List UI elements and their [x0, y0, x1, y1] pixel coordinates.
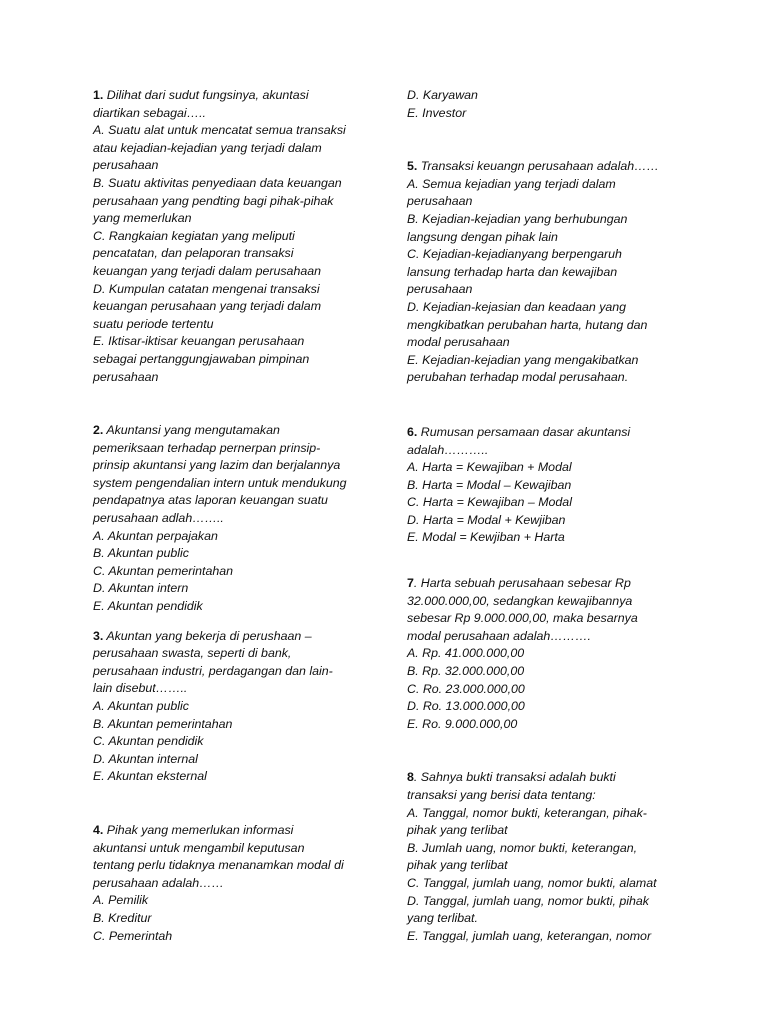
- question-block: [407, 575, 682, 733]
- text-line: atau kejadian-kejadian yang terjadi dalam: [93, 140, 322, 155]
- answer-option: B. Kreditur: [93, 910, 152, 925]
- text-line: keuangan yang terjadi dalam perusahaan: [93, 263, 322, 278]
- answer-option: C. Pemerintah: [93, 928, 173, 943]
- question-number: 7: [407, 576, 414, 591]
- text-line: sebesar Rp 9.000.000,00, maka besarnya: [407, 611, 638, 626]
- text-line: lansung terhadap harta dan kewajiban: [407, 264, 618, 279]
- text-line: pendapatnya atas laporan keuangan suatu: [93, 493, 328, 508]
- answer-option: E. Investor: [407, 105, 467, 120]
- text-line: adalah………..: [407, 442, 489, 457]
- answer-option: C. Kejadian-kejadianyang berpengaruh: [407, 247, 622, 262]
- answer-option: D. Karyawan: [407, 88, 478, 102]
- answer-option: C. Ro. 23.000.000,00: [407, 681, 525, 696]
- question-text: [407, 158, 682, 176]
- answer-option: B. Rp. 32.000.000,00: [407, 664, 525, 679]
- text-line: perusahaan: [93, 158, 159, 173]
- answer-option: C. Rangkaian kegiatan yang meliputi: [93, 228, 295, 243]
- text-line: perubahan terhadap modal perusahaan.: [407, 370, 629, 385]
- right-column: [407, 87, 682, 945]
- answer-option: D. Akuntan intern: [93, 581, 189, 596]
- question-block: [407, 769, 682, 945]
- answer-option: A. Pemilik: [93, 893, 149, 908]
- text-line: perusahaan adlah……..: [93, 511, 224, 526]
- question-number: 2.: [93, 423, 104, 438]
- text-line: pihak yang terlibat: [407, 823, 508, 838]
- text-line: perusahaan adalah……: [93, 875, 224, 890]
- answer-option: A. Harta = Kewajiban + Modal: [407, 460, 572, 475]
- answer-option: A. Suatu alat untuk mencatat semua transaksi: [93, 123, 346, 138]
- text-line: diartikan sebagai…..: [93, 105, 206, 120]
- text-line: perusahaan industri, perdagangan dan lain-: [93, 663, 333, 678]
- answer-option: E. Modal = Kewjiban + Harta: [407, 530, 565, 545]
- text-line: tentang perlu tidaknya menanamkan modal di: [93, 858, 344, 873]
- question-block: [93, 422, 373, 616]
- text-line: transaksi yang berisi data tentang:: [407, 788, 596, 802]
- answer-option: C. Harta = Kewajiban – Modal: [407, 495, 572, 510]
- answer-option: A. Akuntan public: [93, 699, 189, 713]
- text-line: prinsip akuntansi yang lazim dan berjalannya: [93, 458, 341, 473]
- question-block: [407, 424, 682, 547]
- question-text: [93, 822, 373, 840]
- left-column: [93, 87, 373, 945]
- text-line: akuntansi untuk mengambil keputusan: [93, 840, 305, 855]
- text-line: sebagai pertanggungjawaban pimpinan: [93, 351, 310, 366]
- text-line: pemeriksaan terhadap pernerpan prinsip-: [93, 440, 321, 455]
- text-line: perusahaan: [407, 282, 473, 297]
- text-line: lain disebut……..: [93, 681, 188, 696]
- question-number: 1.: [93, 88, 104, 102]
- question-text-content: Transaksi keuangn perusahaan adalah……: [417, 159, 659, 174]
- text-line: system pengendalian intern untuk mendukung: [93, 475, 347, 490]
- question-text: [407, 424, 682, 442]
- question-number: 8: [407, 770, 414, 785]
- question-number: 6.: [407, 424, 418, 439]
- answer-option: E. Akuntan eksternal: [93, 769, 207, 784]
- answer-option: A. Tanggal, nomor bukti, keterangan, pihak-: [407, 805, 647, 820]
- question-text-content: Pihak yang memerlukan informasi: [103, 822, 294, 837]
- question-text: [93, 422, 373, 440]
- answer-option: D. Ro. 13.000.000,00: [407, 699, 525, 714]
- answer-option: A. Akuntan perpajakan: [93, 528, 218, 543]
- answer-option: E. Akuntan pendidik: [93, 599, 203, 614]
- text-line: 32.000.000,00, sedangkan kewajibannya: [407, 593, 633, 608]
- text-line: pihak yang terlibat: [407, 858, 508, 873]
- answer-option: B. Jumlah uang, nomor bukti, keterangan,: [407, 840, 638, 855]
- question-text-content: . Sahnya bukti transaksi adalah bukti: [413, 770, 616, 785]
- answer-option: C. Akuntan pemerintahan: [93, 563, 234, 578]
- answer-option: D. Tanggal, jumlah uang, nomor bukti, pihak: [407, 893, 649, 908]
- answer-option: B. Akuntan public: [93, 546, 189, 561]
- question-block: [93, 822, 373, 945]
- question-block: [93, 87, 373, 386]
- question-text-content: Akuntansi yang mengutamakan: [103, 423, 280, 438]
- question-block: [407, 158, 682, 387]
- text-line: perusahaan yang pendting bagi pihak-pihak: [93, 193, 334, 208]
- text-line: modal perusahaan adalah……….: [407, 628, 591, 643]
- answer-option: B. Harta = Modal – Kewajiban: [407, 477, 572, 492]
- text-line: pencatatan, dan pelaporan transaksi: [93, 246, 294, 261]
- answer-option: E. Tanggal, jumlah uang, keterangan, nomor: [407, 928, 652, 943]
- answer-option: D. Kumpulan catatan mengenai transaksi: [93, 281, 320, 296]
- text-line: perusahaan: [93, 369, 159, 384]
- answer-option: D. Harta = Modal + Kewjiban: [407, 512, 566, 527]
- text-line: yang terlibat.: [407, 911, 478, 926]
- question-number: 4.: [93, 822, 104, 837]
- answer-option: B. Akuntan pemerintahan: [93, 716, 233, 731]
- text-line: langsung dengan pihak lain: [407, 229, 558, 244]
- question-text-content: Dilihat dari sudut fungsinya, akuntasi: [103, 88, 309, 102]
- answer-option: C. Akuntan pendidik: [93, 734, 204, 749]
- text-line: perusahaan: [407, 194, 473, 209]
- text-line: mengkibatkan perubahan harta, hutang dan: [407, 317, 648, 332]
- answer-option: C. Tanggal, jumlah uang, nomor bukti, alamat: [407, 875, 657, 890]
- answer-option: E. Kejadian-kejadian yang mengakibatkan: [407, 352, 639, 367]
- answer-option: E. Ro. 9.000.000,00: [407, 716, 518, 731]
- text-line: perusahaan swasta, seperti di bank,: [93, 646, 292, 661]
- text-line: modal perusahaan: [407, 335, 510, 350]
- question-text: [93, 628, 373, 646]
- answer-option: D. Akuntan internal: [93, 751, 198, 766]
- question-number: 3.: [93, 628, 104, 643]
- text-line: keuangan perusahaan yang terjadi dalam: [93, 299, 322, 314]
- answer-option: B. Kejadian-kejadian yang berhubungan: [407, 211, 628, 226]
- answer-option: B. Suatu aktivitas penyediaan data keuangan: [93, 175, 342, 190]
- question-text: [93, 87, 373, 105]
- answer-option: E. Iktisar-iktisar keuangan perusahaan: [93, 334, 305, 349]
- question-text-content: Akuntan yang bekerja di perushaan –: [103, 628, 312, 643]
- question-text: [407, 769, 682, 787]
- answer-option: A. Rp. 41.000.000,00: [407, 646, 525, 661]
- text-line: yang memerlukan: [93, 211, 192, 226]
- answer-option: A. Semua kejadian yang terjadi dalam: [407, 176, 616, 191]
- text-line: suatu periode tertentu: [93, 316, 214, 331]
- answer-option: D. Kejadian-kejasian dan keadaan yang: [407, 299, 627, 314]
- question-text: [407, 575, 682, 593]
- question-block: [407, 87, 682, 122]
- question-number: 5.: [407, 159, 418, 174]
- question-text-content: . Harta sebuah perusahaan sebesar Rp: [413, 576, 631, 591]
- question-text-content: Rumusan persamaan dasar akuntansi: [417, 424, 631, 439]
- question-block: [93, 628, 373, 786]
